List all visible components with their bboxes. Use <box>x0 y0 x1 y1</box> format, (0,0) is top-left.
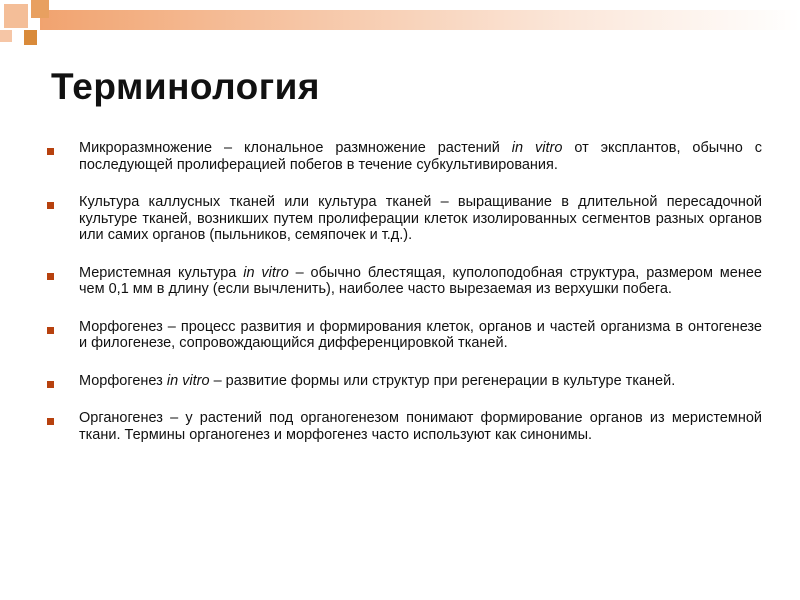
deco-square-accent <box>31 0 49 18</box>
list-item-text <box>79 265 762 298</box>
square-bullet-icon <box>47 327 54 334</box>
list-item-text <box>79 319 762 352</box>
deco-square-small <box>0 30 12 42</box>
list-item <box>47 410 762 443</box>
bullet-list <box>47 140 762 464</box>
list-item-text <box>79 194 762 244</box>
list-item <box>47 140 762 173</box>
text-fragment: Морфогенез <box>79 372 167 389</box>
text-fragment: Меристемная культура <box>79 264 244 281</box>
square-bullet-icon <box>47 273 54 280</box>
italic-term: in vitro <box>166 372 210 389</box>
text-fragment: Морфогенез – процесс развития и формирования клеток, органов и частей организма в онтогенезе и филогенезе, сопровождающийся дифференцировкой тканей. <box>79 318 762 351</box>
italic-term: in vitro <box>511 140 563 156</box>
text-fragment: – развитие формы или структур при регенерации в культуре тканей. <box>209 372 676 389</box>
square-bullet-icon <box>47 202 54 209</box>
list-item <box>47 194 762 244</box>
square-bullet-icon <box>47 381 54 388</box>
text-fragment: Культура каллусных тканей или культура тканей – выращивание в длительной пересадочной культуре тканей, возникших путем пролиферации клеток изолированных сегментов разных органов или самих органов (пыльников, семяпочек и т.д.). <box>79 194 762 243</box>
slide-title: Терминология <box>51 66 320 107</box>
deco-square-dark <box>24 30 37 45</box>
list-item-text <box>79 140 762 173</box>
list-item-text <box>79 373 762 390</box>
deco-square-large <box>4 4 28 28</box>
list-item <box>47 373 762 390</box>
italic-term: in vitro <box>243 264 289 281</box>
list-item-text <box>79 410 762 443</box>
list-item <box>47 319 762 352</box>
text-fragment: – обычно блестящая, куполоподобная структура, размером менее чем 0,1 мм в длину (если вычленить), наиболее часто вырезаемая из верхушки побега. <box>79 264 762 297</box>
text-fragment: Микроразмножение – клональное размножение растений <box>79 140 512 156</box>
square-bullet-icon <box>47 148 54 155</box>
text-fragment: Органогенез – у растений под органогенезом понимают формирование органов из меристемной ткани. Термины органогенез и морфогенез часто используют как синонимы. <box>79 410 762 443</box>
header-gradient-bar <box>40 10 800 30</box>
list-item <box>47 265 762 298</box>
square-bullet-icon <box>47 418 54 425</box>
text-fragment: от эксплантов, обычно с последующей пролиферацией побегов в течение субкультивирования. <box>79 140 763 173</box>
